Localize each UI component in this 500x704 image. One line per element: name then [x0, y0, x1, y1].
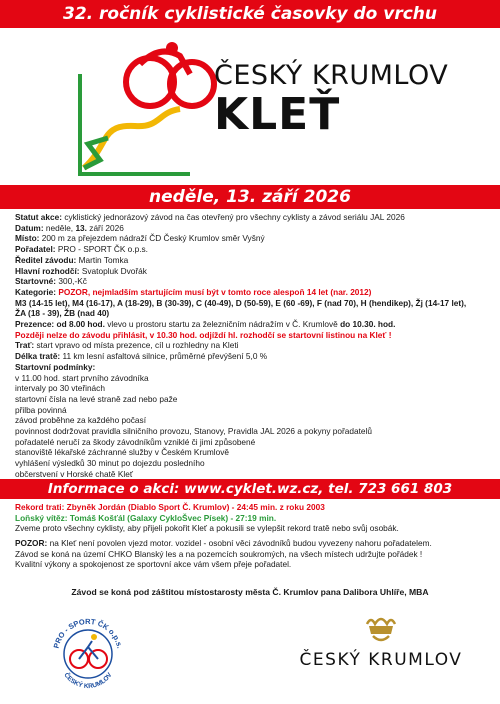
detail-prezence: Prezence: od 8.00 hod. vlevo u prostoru startu za železničním nádražím v Č. Krumlově do 10.30. hod. [15, 319, 396, 330]
podminka-item: povinnost dodržovat pravidla silničního provozu, Stanovy, Pravidla JAL 2026 a pokyny pořadatelů [15, 426, 372, 437]
event-details [15, 212, 490, 480]
podminka-item: vyhlášení výsledků 30 minut po dojezdu posledního [15, 458, 205, 469]
records-section [15, 502, 490, 534]
event-date: neděle, 13. září 2026 [149, 187, 351, 207]
club-bottom-text: ČESKÝ KRUMLOV [62, 671, 114, 691]
detail-startovne: Startovné: 300,-Kč [15, 276, 87, 287]
podminka-item: pořadatelé neručí za škody závodníkům vzniklé či jimi způsobené [15, 436, 256, 447]
notice-section [15, 538, 490, 570]
event-logo [40, 34, 235, 182]
last-winner: Loňský vítěz: Tomáš Košťál (Galaxy CykloŠvec Písek) - 27:19 min. [15, 512, 277, 523]
detail-datum: Datum: neděle, 13. září 2026 [15, 222, 124, 233]
event-title: 32. ročník cyklistické časovky do vrchu [63, 4, 437, 24]
podminka-item: občerstvení v Horské chatě Kleť [15, 468, 133, 479]
detail-kategorie-list1: M3 (14-15 let), M4 (16-17), A (18-29), B (30-39), C (40-49), D (50-59), E (60 -69), F (nad 70), H (hendikep), Žj (14-17 let), [15, 297, 467, 308]
crown-icon [361, 612, 401, 646]
notice-line1: POZOR: na Kleť není povolen vjezd motor. vozidel - osobní věci závodníků budou vyvezeny nahoru pořadatelem. [15, 538, 432, 548]
title-banner [0, 0, 500, 28]
city-logo [296, 612, 466, 674]
detail-kategorie-list2: ŽA (18 - 39), ŽB (nad 40) [15, 308, 110, 319]
detail-trat: Trať: start vpravo od místa prezence, cíl u rozhledny na Kleti [15, 340, 239, 351]
invitation: Zveme proto všechny cyklisty, aby přijeli pokořit Kleť a pokusili se vylepšit rekord tratě nebo svůj osobák. [15, 523, 399, 533]
notice-line3: Kvalitní výkony a spokojenost ze sportovní akce vám všem přeje pořadatel. [15, 559, 292, 569]
brand-line2: KLEŤ [214, 89, 341, 140]
club-logo [48, 614, 128, 694]
podminka-item: intervaly po 30 vteřinách [15, 383, 105, 394]
brand-title [214, 60, 448, 138]
podminka-item: stanoviště lékařské záchranné služby v Českém Krumlově [15, 447, 229, 458]
info-banner [0, 479, 500, 499]
detail-kategorie: Kategorie: POZOR, nejmladším startujícím musí být v tomto roce alespoň 14 let (nar. 2012) [15, 286, 372, 297]
club-ring-text: PRO - SPORT ČK o.p.s. [51, 616, 125, 650]
detail-prezence-warning: Později nelze do závodu přihlásit, v 10.30 hod. odjíždí hl. rozhodčí se startovní listinou na Kleť ! [15, 329, 392, 340]
detail-delka: Délka tratě: 11 km lesní asfaltová silnice, průměrné převýšení 5,0 % [15, 351, 268, 362]
detail-rozhodci: Hlavní rozhodčí: Svatopluk Dvořák [15, 265, 147, 276]
date-banner [0, 185, 500, 209]
detail-podminky-label: Startovní podmínky: [15, 361, 96, 372]
city-name: ČESKÝ KRUMLOV [299, 650, 463, 670]
detail-reditel: Ředitel závodu: Martin Tomka [15, 254, 129, 265]
podminka-item: závod proběhne za každého počasí [15, 415, 147, 426]
svg-text:ČESKÝ KRUMLOV [62, 671, 114, 691]
info-contact[interactable]: Informace o akci: www.cyklet.wz.cz, tel. 723 661 803 [47, 481, 453, 497]
podminka-item: startovní čísla na levé straně zad nebo paže [15, 393, 178, 404]
podminka-item: v 11.00 hod. start prvního závodníka [15, 372, 149, 383]
detail-misto: Místo: 200 m za přejezdem nádraží ČD Český Krumlov směr Vyšný [15, 233, 265, 244]
svg-text:PRO - SPORT ČK o.p.s. [52, 617, 125, 649]
detail-poradatel: Pořadatel: PRO - SPORT ČK o.p.s. [15, 244, 148, 255]
detail-statut: Statut akce: cyklistický jednorázový závod na čas otevřený pro všechny cyklisty a závod seriálu JAL 2026 [15, 212, 405, 222]
patronage: Závod se koná pod záštitou místostarosty města Č. Krumlov pana Dalibora Uhlíře, MBA [71, 587, 429, 597]
brand-line1: ČESKÝ KRUMLOV [214, 60, 449, 91]
track-record: Rekord trati: Zbyněk Jordán (Diablo Sport Č. Krumlov) - 24:45 min. z roku 2003 [15, 502, 325, 512]
notice-line2: Závod se koná na území CHKO Blanský les a na pozemcích soukromých, na všech místech udržujte pořádek ! [15, 548, 423, 559]
podminka-item: přilba povinná [15, 404, 67, 415]
